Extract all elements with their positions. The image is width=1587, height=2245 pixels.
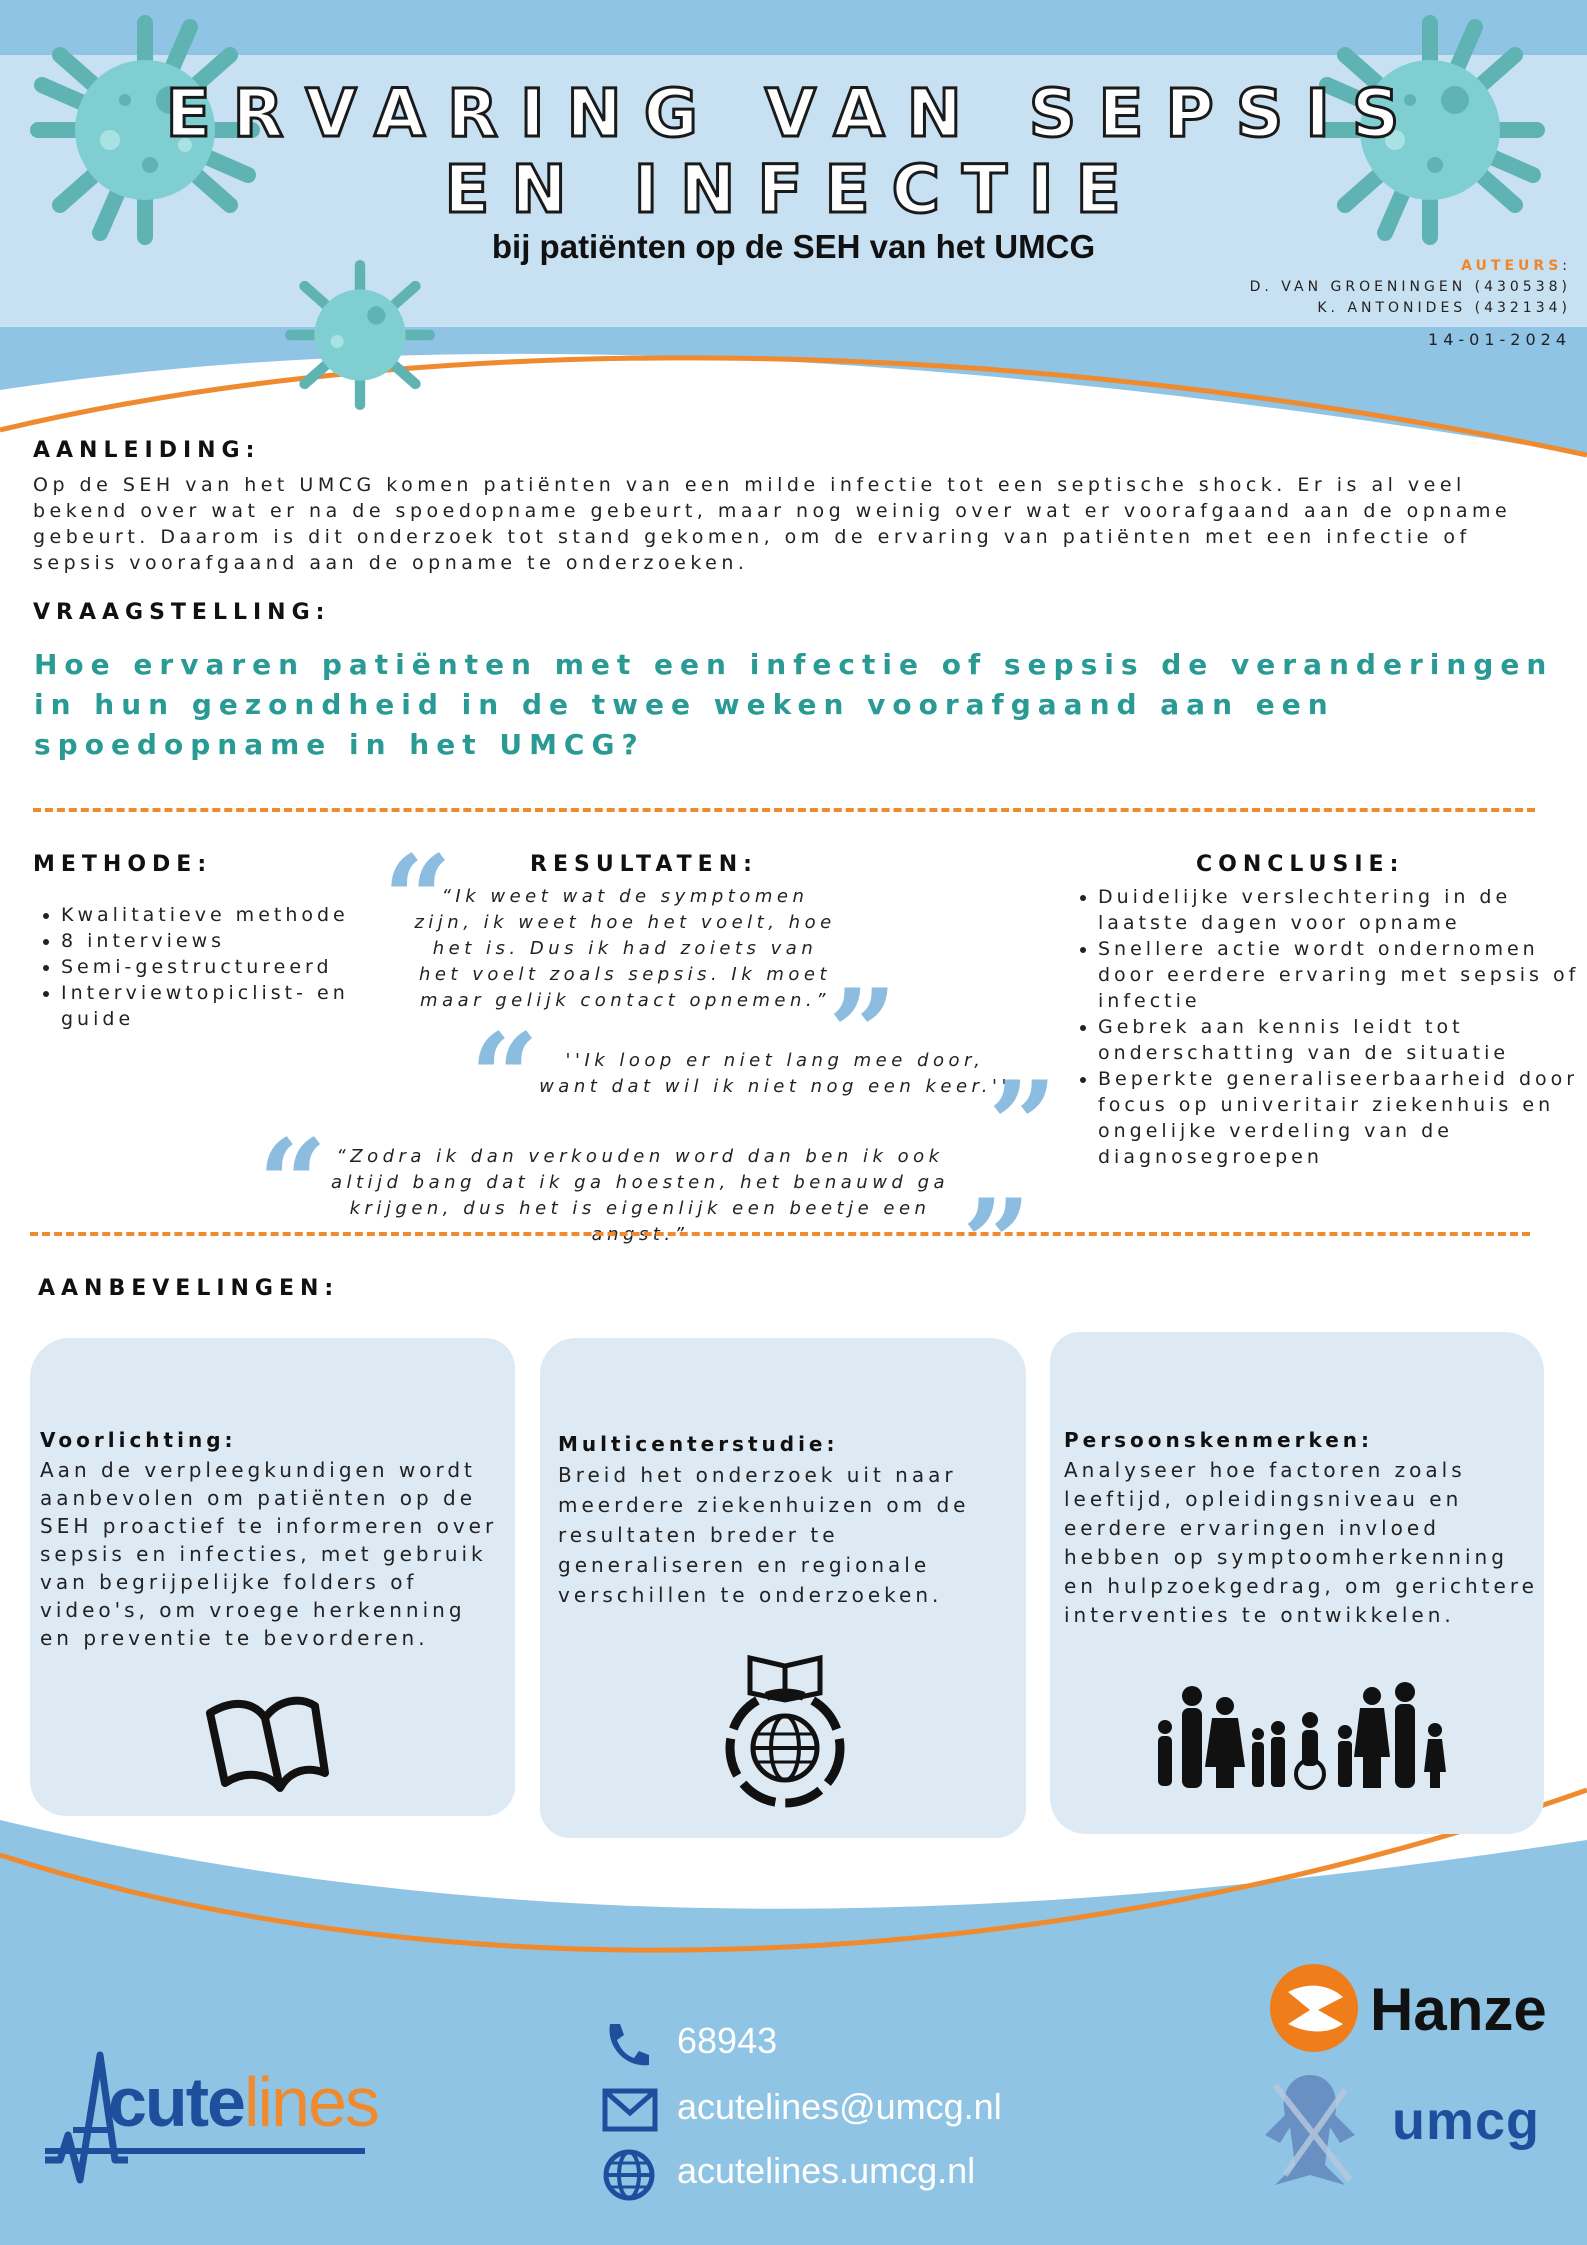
aanbevelingen-heading: AANBEVELINGEN:	[38, 1276, 340, 1301]
authors-label: AUTEURS	[1461, 258, 1563, 274]
dashed-divider	[33, 808, 1535, 812]
list-item: • Gebrek aan kennis leidt tot onderschatting van de situatie	[1098, 1014, 1587, 1066]
logo-part: cute	[108, 2063, 244, 2141]
poster-title-line2: EN INFECTIE	[444, 151, 1143, 228]
vraagstelling-heading: VRAAGSTELLING:	[33, 600, 331, 625]
research-question: Hoe ervaren patiënten met een infectie of sepsis de veranderingen in hun gezondheid in de twee weken voorafgaand aan een spoedopname in het UMCG?	[34, 648, 1554, 761]
email-link[interactable]: acutelines@umcg.nl	[677, 2086, 1002, 2127]
dashed-divider	[30, 1232, 1530, 1236]
open-book-icon	[200, 1688, 330, 1798]
open-quote-icon: “	[470, 1007, 540, 1148]
list-item: • Kwalitatieve methode	[61, 902, 391, 928]
recommendation-card-persoonskenmerken	[1050, 1332, 1544, 1834]
phone-icon	[602, 2020, 652, 2070]
close-quote-icon: ”	[962, 1173, 1032, 1314]
quote-text: “Ik weet wat de symptomen zijn, ik weet hoe het voelt, hoe het is. Dus ik had zoiets van het voelt zoals sepsis. Ik moet maar gelijk contact opnemen.”	[414, 886, 836, 1011]
acutelines-logo	[108, 2062, 378, 2142]
open-quote-icon: “	[383, 829, 453, 970]
virus-icon	[285, 260, 435, 410]
list-item: • Duidelijke verslechtering in de laatste dagen voor opname	[1098, 884, 1587, 936]
umcg-logo: umcg	[1392, 2091, 1541, 2151]
list-item: • 8 interviews	[61, 928, 391, 954]
hanze-logo-mark	[1268, 1962, 1360, 2054]
methode-heading: METHODE:	[33, 852, 213, 877]
recommendation-card-multicenterstudie	[540, 1338, 1026, 1838]
card-title: Voorlichting:	[40, 1428, 237, 1452]
close-quote-icon: ”	[828, 963, 898, 1104]
list-item: • Beperkte generaliseerbaarheid door focus op univeritair ziekenhuis en ongelijke verdeling van de diagnosegroepen	[1098, 1066, 1587, 1170]
author-name: K. ANTONIDES (432134)	[1317, 300, 1571, 316]
aanleiding-heading: AANLEIDING:	[33, 438, 261, 463]
list-item: • Interviewtopiclist- en guide	[61, 980, 391, 1032]
list-item: • Semi-gestructureerd	[61, 954, 391, 980]
book-globe-icon	[710, 1648, 860, 1808]
hanze-logo: Hanze	[1370, 1976, 1547, 2043]
aanleiding-text: Op de SEH van het UMCG komen patiënten van een milde infectie tot een septische shock. Er is al veel bekend over wat er na de spoedopname gebeurt, maar nog weinig over wat er voorafgaand aan de opname gebeurt. Daarom is dit onderzoek tot stand gekomen, om de ervaring van patiënten met een infectie of sepsis voorafgaand aan de opname te onderzoeken.	[33, 474, 1512, 574]
close-quote-icon: ”	[988, 1055, 1058, 1196]
poster-date: 14-01-2024	[1428, 330, 1571, 349]
methode-list	[33, 902, 391, 1032]
recommendation-card-voorlichting	[30, 1338, 515, 1816]
phone-number[interactable]: 68943	[677, 2020, 778, 2061]
resultaten-heading: RESULTATEN:	[530, 852, 758, 877]
card-text: Aan de verpleegkundigen wordt aanbevolen om patiënten op de SEH proactief te informeren over sepsis en infecties, met gebruik van begrijpelijke folders of video's, om vroege herkenning en preventie te bevorderen.	[40, 1458, 498, 1650]
poster-subtitle: bij patiënten op de SEH van het UMCG	[491, 228, 1096, 265]
author-name: D. VAN GROENINGEN (430538)	[1249, 279, 1571, 295]
website-link[interactable]: acutelines.umcg.nl	[677, 2150, 976, 2191]
conclusie-list	[1070, 884, 1587, 1170]
authors-block: AUTEURS: D. VAN GROENINGEN (430538) K. ANTONIDES (432134)	[1250, 256, 1571, 319]
conclusie-heading: CONCLUSIE:	[1196, 852, 1405, 877]
globe-icon	[602, 2148, 656, 2202]
list-item: • Snellere actie wordt ondernomen door eerdere ervaring met sepsis of infectie	[1098, 936, 1587, 1014]
open-quote-icon: “	[258, 1113, 328, 1254]
quote-text: ''Ik loop er niet lang mee door, want dat wil ik niet nog een keer.''	[539, 1050, 1011, 1097]
quote-text: “Zodra ik dan verkouden word dan ben ik ook altijd bang dat ik ga hoesten, het benauwd ga krijgen, dus het is eigenlijk een beetje een angst.”	[330, 1146, 950, 1245]
email-icon	[602, 2088, 658, 2132]
card-title: Multicenterstudie:	[558, 1432, 839, 1456]
logo-part: lines	[243, 2063, 378, 2141]
umcg-frog-logo-mark	[1255, 2065, 1365, 2195]
poster-title-line1: ERVARING VAN SEPSIS	[165, 75, 1422, 152]
card-text: Breid het onderzoek uit naar meerdere ziekenhuizen om de resultaten breder te generaliseren en regionale verschillen te onderzoeken.	[558, 1463, 970, 1607]
logo-underline	[45, 2148, 365, 2154]
card-title: Persoonskenmerken:	[1064, 1428, 1374, 1452]
card-text: Analyseer hoe factoren zoals leeftijd, opleidingsniveau en eerdere ervaringen invloed hebben op symptoomherkenning en hulpzoekgedrag, om gerichtere interventies te ontwikkelen.	[1064, 1458, 1538, 1627]
people-group-icon	[1150, 1682, 1450, 1792]
